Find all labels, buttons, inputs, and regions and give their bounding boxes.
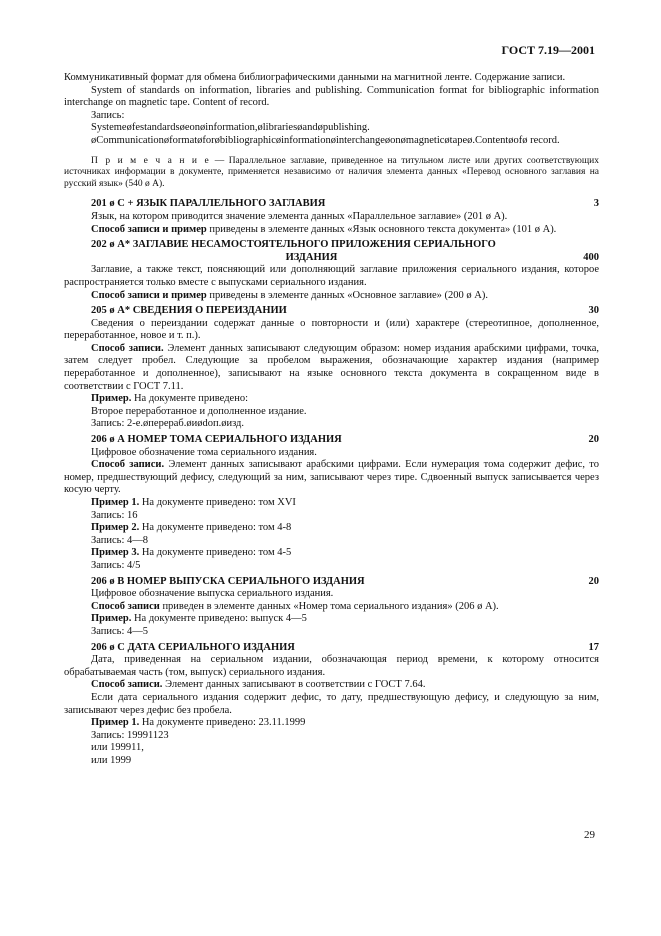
section-206c-title: 206 ø С ДАТА СЕРИАЛЬНОГО ИЗДАНИЯ xyxy=(91,641,295,653)
method-text: Элемент данных записывают в соответствии с ГОСТ 7.64. xyxy=(162,679,426,691)
example-text: На документе приведено: том XVI xyxy=(139,497,296,508)
note-text: — Параллельное заглавие, приведенное на титульном листе или других соответствующих источниках информации в документе, применяется независимо от наличия элемента данных «Перевод основного заглавия на русский язык» (540 ø А). xyxy=(64,155,599,189)
section-206a-heading xyxy=(64,434,599,447)
section-206a-title: 206 ø А НОМЕР ТОМА СЕРИАЛЬНОГО ИЗДАНИЯ xyxy=(91,434,342,446)
example-text: На документе приведено: том 4-5 xyxy=(139,547,292,559)
example-label: Пример 3. xyxy=(91,547,140,559)
section-206a-record-2: Запись: 4—8 xyxy=(91,534,149,546)
section-206b-method xyxy=(64,601,599,614)
method-text: приведен в элементе данных «Номер тома сериального издания» (206 ø А). xyxy=(159,600,499,612)
method-label: Способ записи. xyxy=(91,459,165,471)
page-body xyxy=(64,72,599,767)
section-202-number: 400 xyxy=(583,251,599,263)
section-205-title: 205 ø А* СВЕДЕНИЯ О ПЕРЕИЗДАНИИ xyxy=(91,305,287,317)
section-206b-heading xyxy=(64,576,599,589)
example-text: На документе приведено: xyxy=(131,393,248,405)
method-text: Элемент данных записывают следующим образом: номер издания арабскими цифрами, точка, затем следует пробел. Следующие за пробелом выражения, обозначающие характер издания (например переработанное и дополненное), записывают на языке основного текста документа в сокращенном виде в соответствии с ГОСТ 7.11. xyxy=(64,342,599,392)
section-206c-number: 17 xyxy=(588,641,599,653)
note xyxy=(64,156,599,191)
section-202-method xyxy=(64,290,599,303)
section-206c-record-1: Запись: 19991123 xyxy=(91,729,169,741)
section-201-text: Язык, на котором приводится значение элемента данных «Параллельное заглавие» (201 ø А). xyxy=(91,210,508,222)
section-206b-example xyxy=(64,613,599,626)
section-206b-record: Запись: 4—5 xyxy=(91,625,149,637)
section-205-example-line: Второе переработанное и дополненное издание. xyxy=(91,405,307,417)
intro-record-2: øCommunicationøformatøforøbibliographicøinformationøinterchangeøonømagneticøtapeø.Contentøofø record. xyxy=(91,134,560,146)
section-202-title-cont: ИЗДАНИЯ xyxy=(285,251,338,263)
method-text: Элемент данных записывают арабскими цифрами. Если нумерация тома содержит дефис, то номер, предшествующий дефису, следующий за ним, записывают через тире. Сдвоенный выпуск записывается через косую черту. xyxy=(64,459,600,496)
intro-line-2: System of standards on information, libraries and publishing. Communication format for bibliographic information interchange on magnetic tape. Content of record. xyxy=(64,84,599,109)
page-number: 29 xyxy=(584,829,595,841)
note-lead: П р и м е ч а н и е xyxy=(91,155,211,166)
section-206a-record-1: Запись: 16 xyxy=(91,509,138,521)
section-201-heading xyxy=(64,198,599,211)
section-206a-example-2 xyxy=(64,522,599,535)
example-label: Пример 1. xyxy=(91,717,140,729)
section-206a-number: 20 xyxy=(588,434,599,446)
section-206c-record-3: или 1999 xyxy=(91,754,132,766)
section-205-method xyxy=(64,343,599,393)
section-202-heading-cont xyxy=(64,252,599,265)
document-header: ГОСТ 7.19—2001 xyxy=(501,43,595,57)
section-205-text: Сведения о переиздании содержат данные о повторности и (или) характере (стереотипное, дополненное, переработанное, новое и т. п.). xyxy=(64,317,599,342)
section-206a-record-3: Запись: 4/5 xyxy=(91,559,141,571)
section-206c-method xyxy=(64,679,599,692)
section-206a-example-1 xyxy=(64,497,599,510)
method-text: приведены в элементе данных «Язык основного текста документа» (101 ø А). xyxy=(206,223,557,235)
section-206b-number: 20 xyxy=(588,575,599,587)
section-205-example-record: Запись: 2-е.øперераб.øиødоп.øизд. xyxy=(91,418,245,430)
method-label: Способ записи xyxy=(91,600,160,612)
example-text: На документе приведено: выпуск 4—5 xyxy=(131,613,307,625)
section-206a-text: Цифровое обозначение тома сериального издания. xyxy=(91,446,317,458)
section-201-method xyxy=(64,224,599,237)
example-text: На документе приведено: том 4-8 xyxy=(139,522,292,534)
section-201-title: 201 ø С + ЯЗЫК ПАРАЛЛЕЛЬНОГО ЗАГЛАВИЯ xyxy=(91,198,326,210)
section-201-number: 3 xyxy=(593,198,599,210)
section-205-number: 30 xyxy=(588,305,599,317)
intro-line-1: Коммуникативный формат для обмена библиографическими данными на магнитной ленте. Содержание записи. xyxy=(64,72,566,83)
example-label: Пример. xyxy=(91,613,132,625)
example-text: На документе приведено: 23.11.1999 xyxy=(139,717,306,729)
section-206b-title: 206 ø В НОМЕР ВЫПУСКА СЕРИАЛЬНОГО ИЗДАНИЯ xyxy=(91,575,365,587)
section-205-example xyxy=(64,393,599,406)
section-202-title: 202 ø А* ЗАГЛАВИЕ НЕСАМОСТОЯТЕЛЬНОГО ПРИЛОЖЕНИЯ СЕРИАЛЬНОГО xyxy=(91,239,496,251)
method-text: приведены в элементе данных «Основное заглавие» (200 ø А). xyxy=(206,289,488,301)
section-206c-heading xyxy=(64,642,599,655)
section-206c-text: Дата, приведенная на сериальном издании, обозначающая период времени, к которому относится обрабатываемая часть (том, выпуск) сериального издания. xyxy=(64,654,599,678)
example-label: Пример 2. xyxy=(91,522,140,534)
intro-record-label: Запись: xyxy=(91,109,125,121)
method-label: Способ записи. xyxy=(91,679,163,691)
section-206a-method xyxy=(64,459,599,497)
section-205-heading xyxy=(64,305,599,318)
method-label: Способ записи. xyxy=(91,342,164,354)
section-206a-example-3 xyxy=(64,547,599,560)
section-202-text: Заглавие, а также текст, поясняющий или дополняющий заглавие приложения сериального издания, которое распространяется только вместе с выпусками сериального издания. xyxy=(64,264,599,288)
section-206c-text-2: Если дата сериального издания содержит дефис, то дату, предшествующую дефису, и следующую за ним, записывают через дефис без пробела. xyxy=(64,691,599,716)
method-label: Способ записи и пример xyxy=(91,289,207,301)
method-label: Способ записи и пример xyxy=(91,223,207,235)
section-206c-example xyxy=(64,717,599,730)
section-202-heading xyxy=(64,239,599,252)
example-label: Пример 1. xyxy=(91,497,140,508)
section-206c-record-2: или 199911, xyxy=(91,742,144,754)
intro-record-1: Systemeøfestandardsøeonøinformation,ølibrariesøandøpublishing. xyxy=(91,122,370,134)
section-206b-text: Цифровое обозначение выпуска сериального издания. xyxy=(91,588,334,600)
example-label: Пример. xyxy=(91,393,132,405)
